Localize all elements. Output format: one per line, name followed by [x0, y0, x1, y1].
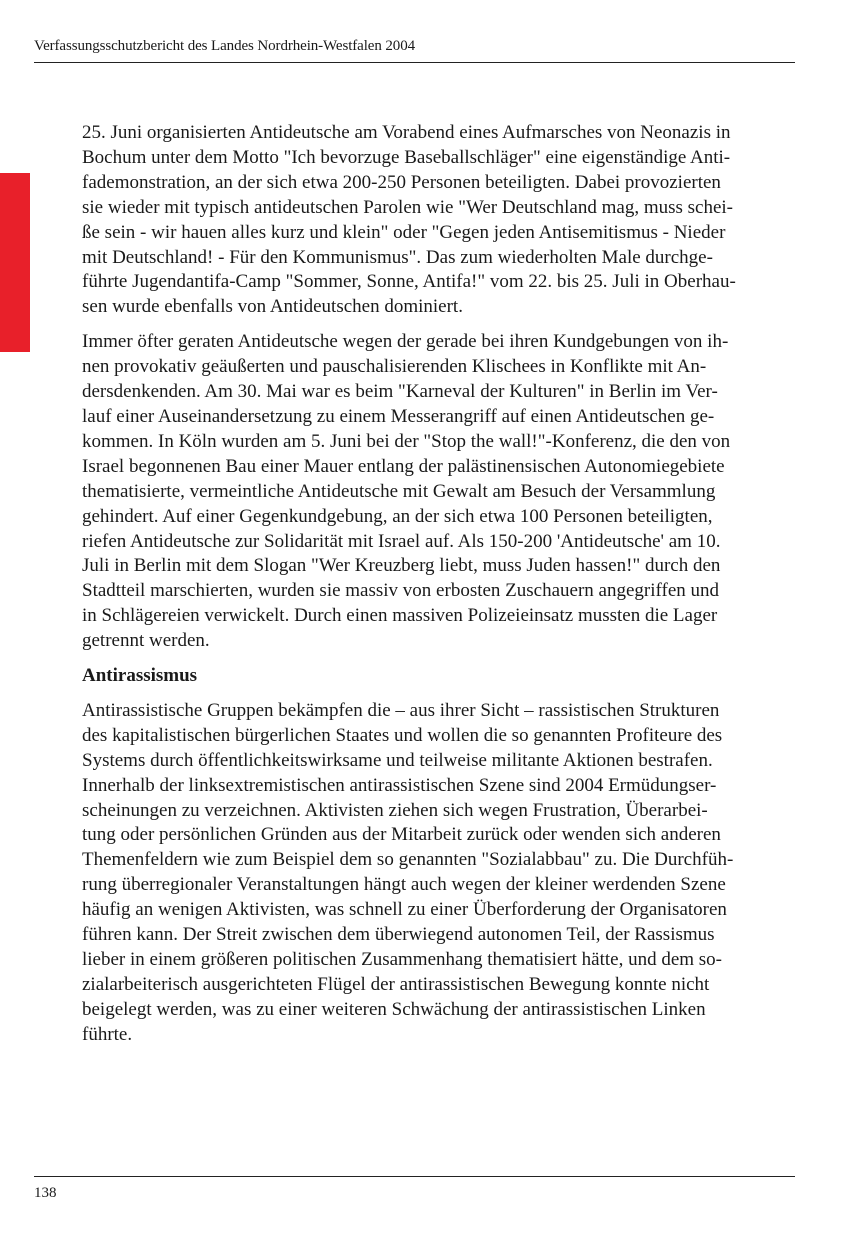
text-line: sie wieder mit typisch antideutschen Parolen wie "Wer Deutschland mag, muss schei-: [82, 196, 734, 218]
text-line: Innerhalb der linksextremistischen antirassistischen Szene sind 2004 Ermüdungser-: [82, 774, 717, 796]
text-line: mit Deutschland! - Für den Kommunismus". Das zum wiederholten Male durchge-: [82, 246, 713, 268]
text-line: Bochum unter dem Motto "Ich bevorzuge Baseballschläger" eine eigenständige Anti-: [82, 146, 731, 168]
running-header: Verfassungsschutzbericht des Landes Nordrhein-Westfalen 2004: [34, 38, 416, 54]
paragraph-2: [82, 330, 798, 654]
text-line: führen kann. Der Streit zwischen dem überwiegend autonomen Teil, der Rassismus: [82, 924, 715, 946]
page-number: 138: [34, 1185, 57, 1201]
text-line: scheinungen zu verzeichnen. Aktivisten ziehen sich wegen Frustration, Überarbei-: [82, 799, 708, 821]
footer-rule: [34, 1176, 795, 1177]
text-line: lauf einer Auseinandersetzung zu einem Messerangriff auf einen Antideutschen ge-: [82, 405, 715, 427]
text-line: des kapitalistischen bürgerlichen Staates und wollen die so genannten Profiteure des: [82, 724, 723, 746]
text-line: häufig an wenigen Aktivisten, was schnell zu einer Überforderung der Organisatoren: [82, 899, 727, 921]
text-line: riefen Antideutsche zur Solidarität mit Israel auf. Als 150-200 'Antideutsche' am 10.: [82, 530, 721, 552]
text-line: führte Jugendantifa-Camp "Sommer, Sonne, Antifa!" vom 22. bis 25. Juli in Oberhau-: [82, 271, 736, 293]
text-line: getrennt werden.: [82, 630, 210, 652]
text-line: Immer öfter geraten Antideutsche wegen der gerade bei ihren Kundgebungen von ih-: [82, 331, 729, 353]
text-line: dersdenkenden. Am 30. Mai war es beim "Karneval der Kulturen" in Berlin im Ver-: [82, 381, 718, 403]
body-text: [82, 121, 798, 1048]
text-line: 25. Juni organisierten Antideutsche am Vorabend eines Aufmarsches von Neonazis in: [82, 122, 731, 143]
paragraph-1: [82, 121, 798, 320]
text-line: Antirassistische Gruppen bekämpfen die – aus ihrer Sicht – rassistischen Strukturen: [82, 699, 720, 721]
text-line: lieber in einem größeren politischen Zusammenhang thematisiert hätte, und dem so-: [82, 949, 723, 970]
paragraph-3: [82, 699, 798, 1048]
text-line: ße sein - wir hauen alles kurz und klein" oder "Gegen jeden Antisemitismus - Nieder: [82, 221, 726, 243]
text-line: sen wurde ebenfalls von Antideutschen dominiert.: [82, 296, 463, 318]
text-line: zialarbeiterisch ausgerichteten Flügel der antirassistischen Bewegung konnte nicht: [82, 973, 710, 995]
text-line: Juli in Berlin mit dem Slogan "Wer Kreuzberg liebt, muss Juden hassen!" durch den: [82, 555, 721, 577]
text-line: Systems durch öffentlichkeitswirksame und teilweise militante Aktionen bestrafen.: [82, 749, 713, 771]
text-line: gehindert. Auf einer Gegenkundgebung, an der sich etwa 100 Personen beteiligten,: [82, 505, 713, 527]
text-line: kommen. In Köln wurden am 5. Juni bei der "Stop the wall!"-Konferenz, die den von: [82, 430, 731, 452]
text-line: Israel begonnenen Bau einer Mauer entlang der palästinensischen Autonomiegebiete: [82, 455, 725, 477]
text-line: beigelegt werden, was zu einer weiteren Schwächung der antirassistischen Linken: [82, 998, 706, 1020]
text-line: tung oder persönlichen Gründen aus der Mitarbeit zurück oder wenden sich anderen: [82, 824, 721, 846]
text-line: Stadtteil marschierten, wurden sie massiv von erbosten Zuschauern angegriffen und: [82, 580, 720, 602]
text-line: rung überregionaler Veranstaltungen hängt auch wegen der kleiner werdenden Szene: [82, 874, 726, 896]
chapter-marker-tab: [0, 173, 30, 352]
section-heading: Antirassismus: [82, 665, 198, 687]
text-line: in Schlägereien verwickelt. Durch einen massiven Polizeieinsatz mussten die Lager: [82, 605, 718, 627]
header-rule: [34, 62, 795, 63]
text-line: fademonstration, an der sich etwa 200-250 Personen beteiligten. Dabei provozierten: [82, 171, 721, 193]
text-line: thematisierte, vermeintliche Antideutsche mit Gewalt am Besuch der Versammlung: [82, 480, 716, 502]
text-line: nen provokativ geäußerten und pauschalisierenden Klischees in Konflikte mit An-: [82, 356, 707, 378]
text-line: führte.: [82, 1023, 133, 1045]
text-line: Themenfeldern wie zum Beispiel dem so genannten "Sozialabbau" zu. Die Durchfüh-: [82, 849, 734, 871]
